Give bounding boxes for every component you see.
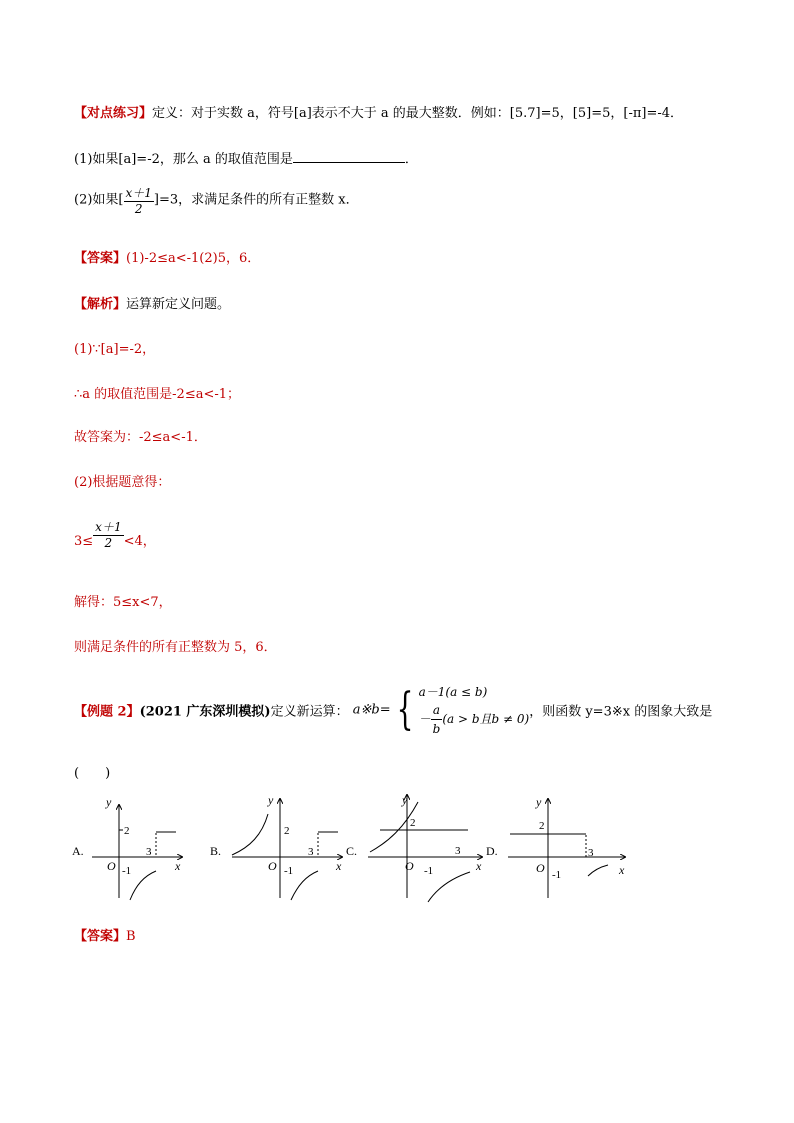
example-2	[74, 680, 712, 740]
analysis-line-2: ∴a 的取值范围是-2≤a<-1；	[74, 387, 241, 402]
tick-2: 2	[284, 825, 290, 837]
question-1-text: (1)如果[a]=-2，那么 a 的取值范围是	[74, 152, 293, 167]
x-label: x	[336, 859, 342, 873]
graphs-svg	[70, 790, 640, 905]
case-2-condition: (a > b且b ≠ 0)	[442, 711, 530, 726]
y-label: y	[536, 795, 542, 809]
question-2	[74, 184, 359, 216]
question-2-start: (2)如果[	[74, 192, 124, 208]
question-2-fraction	[124, 184, 154, 216]
case-2-denominator: b	[432, 721, 441, 736]
inequality-fraction	[93, 518, 123, 550]
option-label-c: C.	[346, 844, 358, 858]
tick-minus-1: -1	[552, 869, 562, 881]
answer-1	[74, 247, 260, 266]
tick-2: 2	[124, 825, 130, 837]
option-graphs	[70, 790, 640, 909]
practice-definition-text: 定义：对于实数 a，符号[a]表示不大于 a 的最大整数．例如：[5.7]=5，[5]=5，[-π]=-4．	[152, 106, 684, 121]
tick-3: 3	[455, 845, 461, 857]
answer-2-tag: 【答案】	[74, 929, 127, 944]
example-tail: ，则函数 y=3※x 的图象大致是	[529, 704, 713, 720]
analysis-line-3: 故答案为：-2≤a<-1．	[74, 430, 207, 445]
example-choices-paren: ( )	[74, 766, 111, 781]
question-1	[74, 148, 418, 167]
analysis-tag: 【解析】	[74, 297, 127, 312]
origin-label: O	[107, 859, 116, 873]
analysis-line-7: 则满足条件的所有正整数为 5，6．	[74, 640, 277, 655]
analysis-line-1: (1)∵[a]=-2，	[74, 342, 156, 357]
piecewise-cases	[419, 683, 530, 738]
analysis-line-4: (2)根据题意得：	[74, 475, 171, 490]
option-label-d: D.	[486, 844, 498, 858]
tick-minus-1: -1	[284, 865, 294, 877]
inequality-start: 3≤	[74, 534, 94, 549]
x-label: x	[175, 859, 181, 873]
y-label: y	[268, 793, 274, 807]
graph-d[interactable]	[486, 795, 625, 898]
answer-1-tag: 【答案】	[74, 251, 127, 266]
graph-c-curve	[428, 872, 470, 902]
tick-3: 3	[588, 847, 594, 859]
analysis-inequality	[74, 518, 156, 550]
origin-label: O	[268, 859, 277, 873]
example-source: (2021 广东深圳模拟)	[139, 704, 271, 720]
option-label-b: B.	[210, 844, 222, 858]
graph-c[interactable]	[346, 793, 482, 902]
case-2-numerator: a	[431, 701, 443, 720]
y-label: y	[402, 793, 408, 807]
origin-label: O	[536, 861, 545, 875]
x-label: x	[619, 863, 625, 877]
question-1-end: ．	[404, 152, 418, 167]
x-label: x	[476, 859, 482, 873]
fraction-denominator: 2	[104, 536, 113, 550]
graph-d-curve	[588, 865, 608, 876]
graph-a[interactable]	[72, 795, 182, 900]
analysis-heading	[74, 293, 230, 312]
question-2-end: ]=3，求满足条件的所有正整数 x．	[153, 192, 359, 208]
answer-2	[74, 925, 136, 944]
tick-minus-1: -1	[424, 865, 434, 877]
analysis-line-6: 解得：5≤x<7，	[74, 595, 172, 610]
tick-3: 3	[308, 846, 314, 858]
graph-b-left-curve	[232, 814, 268, 855]
graph-b-curve	[291, 871, 318, 900]
answer-1-text: (1)-2≤a<-1(2)5，6．	[126, 251, 261, 266]
fraction-numerator: x＋1	[95, 520, 122, 534]
piecewise-case-2: － $\frac{a}{b}$ (a > b且b ≠ 0)	[418, 702, 530, 736]
origin-label: O	[405, 859, 414, 873]
graph-a-curve	[130, 871, 156, 900]
option-label-a: A.	[72, 844, 84, 858]
analysis-text: 运算新定义问题。	[126, 297, 231, 312]
answer-blank	[293, 152, 405, 163]
tick-minus-1: -1	[122, 865, 132, 877]
example-lhs: a※b=	[352, 702, 391, 718]
example-intro: 定义新运算：	[270, 704, 349, 720]
fraction-numerator: x＋1	[125, 186, 152, 200]
piecewise-case-1: a－1(a ≤ b)	[418, 684, 488, 699]
example-tag: 【例题 2】	[74, 704, 140, 720]
inequality-end: <4，	[123, 534, 156, 549]
answer-2-text: B	[126, 929, 136, 944]
graph-b[interactable]	[210, 793, 342, 900]
practice-definition	[74, 102, 683, 121]
fraction-denominator: 2	[134, 202, 143, 216]
piecewise-brace: {	[396, 684, 414, 735]
tick-3: 3	[146, 846, 152, 858]
tick-2: 2	[539, 820, 545, 832]
y-label: y	[106, 795, 112, 809]
practice-tag: 【对点练习】	[74, 106, 153, 121]
tick-2: 2	[410, 817, 416, 829]
